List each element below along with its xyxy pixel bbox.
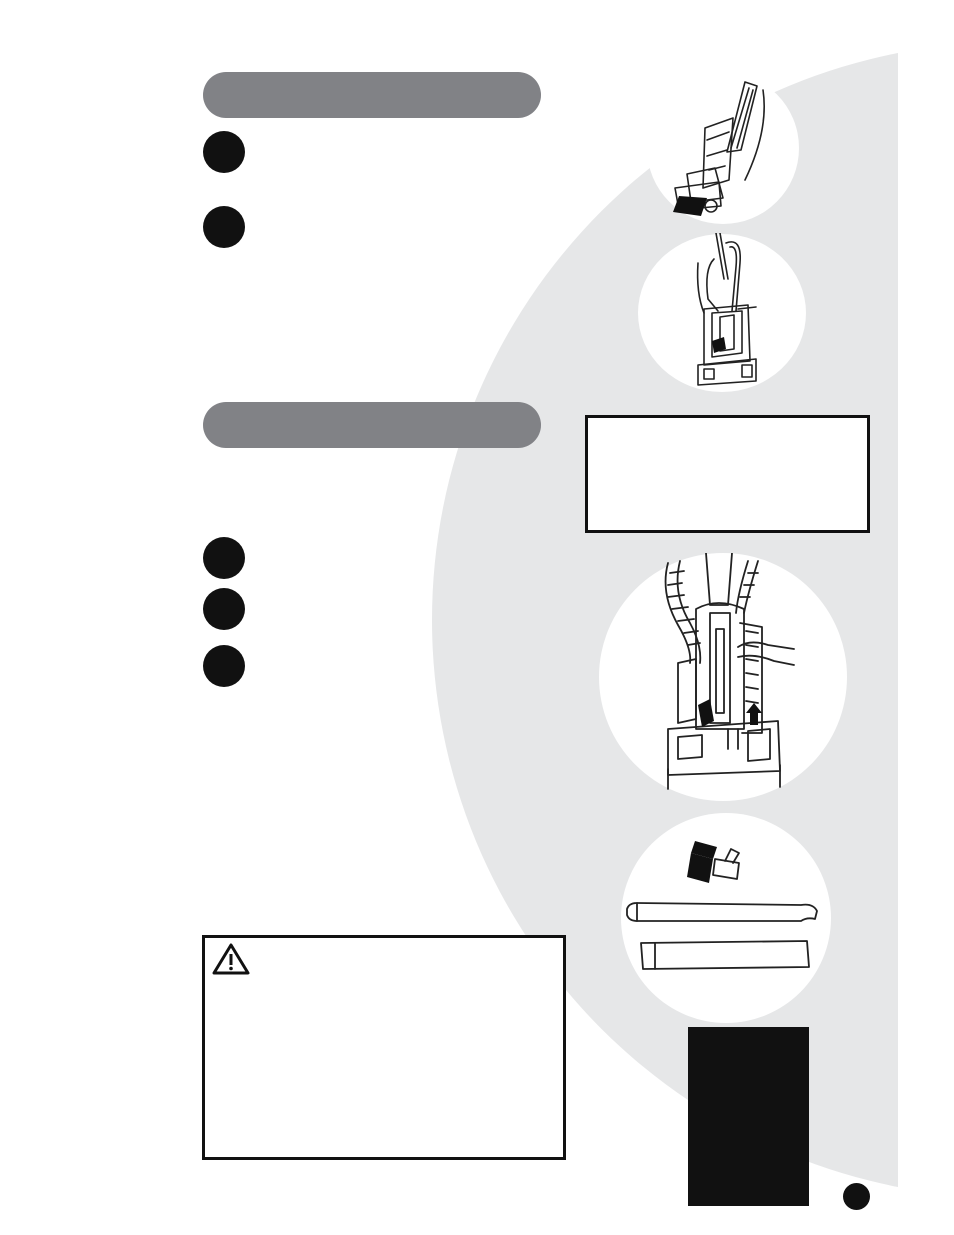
side-tab-label [688, 1027, 809, 1206]
attachments-illustration [621, 813, 831, 1023]
section-2-heading [203, 402, 541, 448]
warning-box [202, 935, 566, 1160]
step-2-badge [203, 206, 245, 248]
step-5-badge [203, 645, 245, 687]
note-box [585, 415, 870, 533]
side-tab [688, 1027, 809, 1206]
filter-removal-illustration [598, 553, 848, 801]
note-box-text [588, 418, 867, 442]
step-4-badge [203, 588, 245, 630]
vacuum-upright-illustration [645, 70, 801, 226]
step-1-badge [203, 131, 245, 173]
step-3-badge [203, 537, 245, 579]
right-margin [898, 0, 954, 1235]
section-1-heading [203, 72, 541, 118]
warning-triangle-icon [211, 942, 251, 976]
page-number [843, 1183, 870, 1210]
vacuum-hose-illustration [638, 233, 806, 393]
